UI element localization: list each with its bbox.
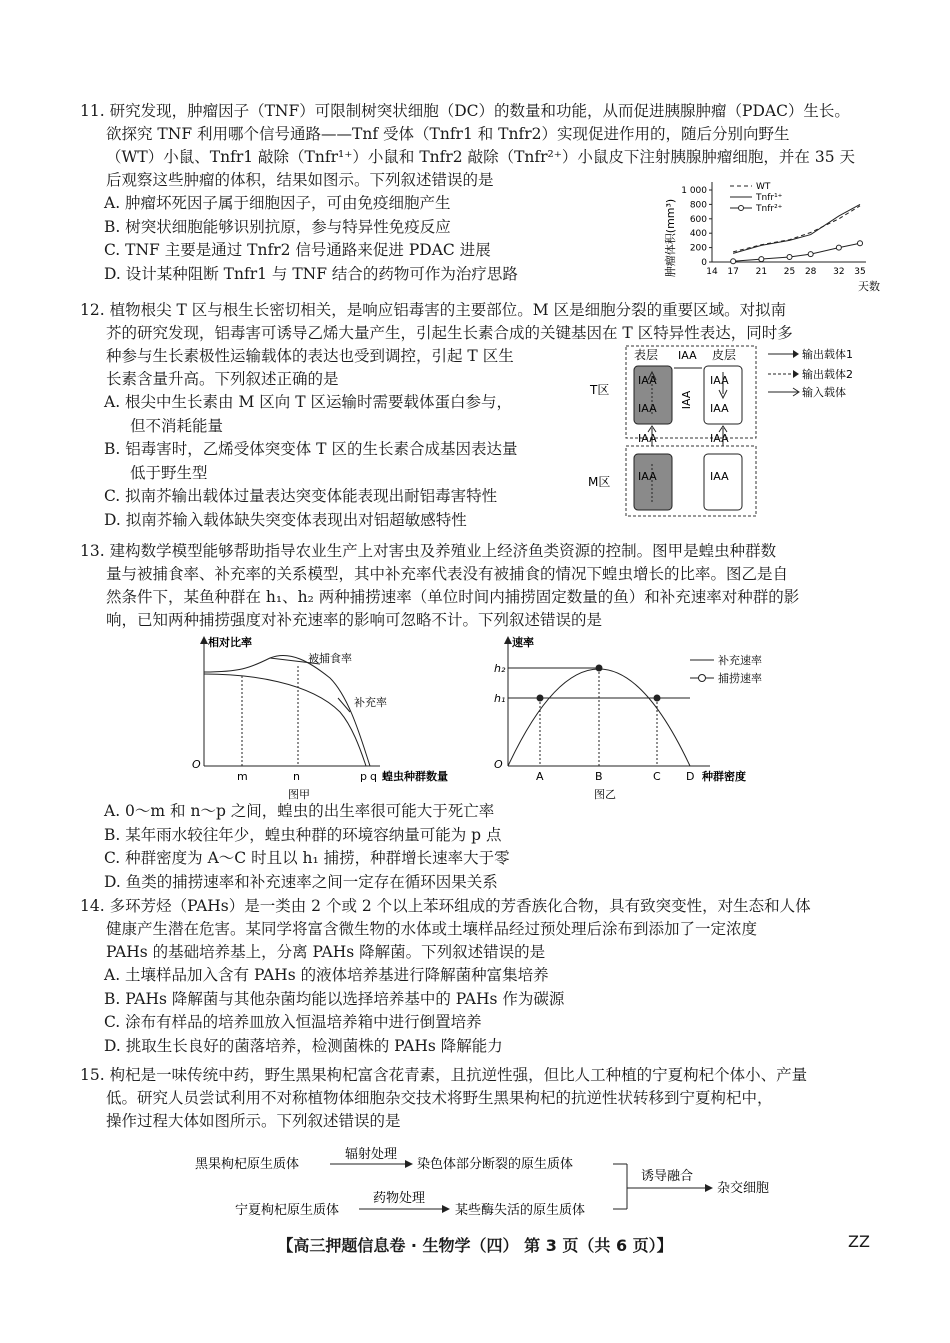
q12-option-a[interactable]: A. 根尖中生长素由 M 区向 T 区运输时需要载体蛋白参与， bbox=[104, 393, 512, 411]
fig11-xtick-label: 25 bbox=[783, 267, 796, 277]
fig11-xlabel: 天数 bbox=[858, 280, 880, 293]
fig13b-h2: h₂ bbox=[494, 662, 506, 675]
q11-line-1: 11. 研究发现，肿瘤因子（TNF）可限制树突状细胞（DC）的数量和功能，从而促进胰腺肿瘤（PDAC）生长。 bbox=[80, 102, 850, 120]
flow-source-2: 宁夏枸杞原生质体 bbox=[235, 1203, 340, 1218]
q12-line-4: 长素含量升高。下列叙述正确的是 bbox=[106, 370, 339, 388]
q13-option-d[interactable]: D. 鱼类的捕捞速率和补充速率之间一定存在循环因果关系 bbox=[104, 872, 498, 891]
fig13a-xlabel: 蝗虫种群数量 bbox=[382, 770, 448, 783]
cortex-label: 表层 bbox=[634, 348, 659, 362]
flow-source-1: 黑果枸杞原生质体 bbox=[195, 1157, 300, 1172]
legend-output-2: 输出载体2 bbox=[802, 368, 853, 381]
fig13b-origin: O bbox=[494, 758, 503, 771]
question-13-options bbox=[80, 800, 880, 894]
iaa-t-left-2: IAA bbox=[638, 402, 657, 415]
iaa-between-left: IAA bbox=[638, 432, 657, 445]
root-auxin-diagram bbox=[586, 342, 876, 520]
q15-line-1: 15. 枸杞是一味传统中药，野生黑果枸杞富含花青素，且抗逆性强，但比人工种植的宁夏枸杞个体小、产量 bbox=[80, 1066, 808, 1084]
iaa-middle-vertical: IAA bbox=[680, 390, 693, 410]
iaa-t-right-2: IAA bbox=[710, 402, 729, 415]
fig13a-tick-n: n bbox=[293, 770, 300, 783]
iaa-m-left: IAA bbox=[638, 470, 657, 483]
fig13a-caption: 图甲 bbox=[288, 788, 310, 800]
fig11-xtick-label: 35 bbox=[854, 267, 866, 277]
t-zone-label: T区 bbox=[590, 383, 610, 397]
q14-option-b[interactable]: B. PAHs 降解菌与其他杂菌均能以选择培养基中的 PAHs 作为碳源 bbox=[104, 989, 565, 1008]
fig11-series-point bbox=[787, 254, 792, 259]
iaa-m-right: IAA bbox=[710, 470, 729, 483]
fig11-series-point bbox=[759, 257, 764, 262]
fig13b-tick-c: C bbox=[653, 770, 661, 783]
q13-line-2: 量与被捕食率、补充率的关系模型，其中补充率代表没有被捕食的情况下蝗虫增长的比率。图乙是自 bbox=[106, 565, 789, 583]
q13-option-c[interactable]: C. 种群密度为 A～C 时且以 h₁ 捕捞，种群增长速率大于零 bbox=[104, 849, 510, 867]
hybrid-flow-diagram bbox=[195, 1138, 795, 1222]
fig13a-ylabel: 相对比率 bbox=[208, 636, 252, 649]
tumor-volume-chart bbox=[660, 178, 880, 296]
fig11-xtick-label: 17 bbox=[727, 267, 739, 277]
q14-line-2: 健康产生潜在危害。某同学将富含微生物的水体或土壤样品经过预处理后涂布到添加了一定浓度 bbox=[106, 920, 758, 938]
q15-line-3: 操作过程大体如图所示。下列叙述错误的是 bbox=[106, 1112, 401, 1130]
q12-option-b[interactable]: B. 铝毒害时，乙烯受体突变体 T 区的生长素合成基因表达量 bbox=[104, 440, 518, 458]
fig11-series-point bbox=[731, 259, 736, 264]
fig11-legend-label-1: Tnfr¹⁺ bbox=[756, 193, 783, 203]
figure-13-a bbox=[190, 632, 470, 800]
fig11-legend-label-2: Tnfr²⁺ bbox=[756, 204, 783, 214]
q11-line-4: 后观察这些肿瘤的体积，结果如图示。下列叙述错误的是 bbox=[106, 171, 494, 189]
fig13b-caption: 图乙 bbox=[594, 788, 616, 800]
flow-treatment-1: 辐射处理 bbox=[345, 1147, 398, 1162]
legend-input: 输入载体 bbox=[802, 386, 846, 399]
fig13b-tick-d: D bbox=[686, 770, 695, 783]
fig11-legend-label-0: WT bbox=[756, 182, 771, 192]
q13-option-b[interactable]: B. 某年雨水较往年少，蝗虫种群的环境容纳量可能为 p 点 bbox=[104, 825, 502, 844]
fig13a-tick-m: m bbox=[237, 770, 248, 783]
fig13a-tick-p: p bbox=[360, 770, 367, 783]
q11-option-c[interactable]: C. TNF 主要是通过 Tnfr2 信号通路来促进 PDAC 进展 bbox=[104, 241, 491, 259]
fig13b-tick-a: A bbox=[536, 770, 544, 783]
paper-code: ZZ bbox=[848, 1232, 870, 1251]
figure-13-b bbox=[490, 632, 790, 800]
fig11-xtick-label: 21 bbox=[755, 267, 768, 277]
q13-option-a[interactable]: A. 0～m 和 n～p 之间，蝗虫的出生率很可能大于死亡率 bbox=[104, 802, 495, 820]
q11-option-d[interactable]: D. 设计某种阻断 Tnfr1 与 TNF 结合的药物可作为治疗思路 bbox=[104, 264, 518, 283]
flow-treatment-2: 药物处理 bbox=[373, 1191, 426, 1206]
question-13 bbox=[80, 540, 880, 632]
fig13a-tick-q: q bbox=[370, 770, 377, 783]
q13-line-3: 然条件下，某鱼种群在 h₁、h₂ 两种捕捞速率（单位时间内捕捞固定数量的鱼）和补充速率对种群的影 bbox=[106, 588, 800, 606]
m-zone-label: M区 bbox=[588, 475, 611, 489]
fig11-ytick-label: 800 bbox=[689, 200, 707, 211]
q14-option-d[interactable]: D. 挑取生长良好的菌落培养，检测菌株的 PAHs 降解能力 bbox=[104, 1036, 503, 1055]
fig11-series-point bbox=[858, 241, 863, 246]
iaa-between-right: IAA bbox=[710, 432, 729, 445]
fig11-ylabel: 肿瘤体积(mm³) bbox=[664, 198, 677, 278]
fig13b-tick-b: B bbox=[595, 770, 603, 783]
fig11-xtick-label: 14 bbox=[706, 267, 718, 277]
fig11-legend bbox=[730, 182, 783, 214]
fig11-ytick-label: 200 bbox=[689, 243, 707, 254]
flow-result-2: 某些酶失活的原生质体 bbox=[455, 1203, 586, 1218]
fig11-series-point bbox=[808, 252, 813, 257]
q15-line-2: 低。研究人员尝试利用不对称植物体细胞杂交技术将野生黑果枸杞的抗逆性状转移到宁夏枸杞中， bbox=[106, 1089, 773, 1107]
fig11-xtick-label: 32 bbox=[833, 267, 845, 277]
fig11-ytick-label: 1 000 bbox=[681, 186, 707, 196]
predation-rate-curve bbox=[204, 655, 370, 766]
q12-option-a-cont[interactable]: 但不消耗能量 bbox=[130, 416, 224, 435]
fig11-series-line-0 bbox=[733, 206, 860, 252]
legend-output-1: 输出载体1 bbox=[802, 348, 853, 361]
fig11-ytick-label: 600 bbox=[689, 214, 707, 225]
iaa-t-left-1: IAA bbox=[638, 374, 657, 387]
epidermis-label: 皮层 bbox=[712, 348, 737, 362]
fig13b-xlabel: 种群密度 bbox=[702, 770, 746, 783]
iaa-t-right-1: IAA bbox=[710, 374, 729, 387]
q12-line-1: 12. 植物根尖 T 区与根生长密切相关，是响应铝毒害的主要部位。M 区是细胞分裂的重要区域。对拟南 bbox=[80, 301, 787, 319]
fig13a-origin: O bbox=[192, 758, 201, 771]
q11-line-3: （WT）小鼠、Tnfr1 敲除（Tnfr¹⁺）小鼠和 Tnfr2 敲除（Tnfr²⁺）小鼠皮下注射胰腺肿瘤细胞，并在 35 天 bbox=[106, 148, 856, 166]
q12-line-2: 芥的研究发现，铝毒害可诱导乙烯大量产生，引起生长素合成的关键基因在 T 区特异性表达，同时多 bbox=[106, 324, 793, 342]
q13-line-4: 响，已知两种捕捞强度对补充速率的影响可忽略不计。下列叙述错误的是 bbox=[106, 611, 603, 629]
q12-line-3: 种参与生长素极性运输载体的表达也受到调控，引起 T 区生 bbox=[106, 347, 514, 365]
q12-option-c[interactable]: C. 拟南芥输出载体过量表达突变体能表现出耐铝毒害特性 bbox=[104, 487, 498, 505]
q14-line-3: PAHs 的基础培养基上，分离 PAHs 降解菌。下列叙述错误的是 bbox=[106, 943, 546, 961]
fig11-legend-marker bbox=[739, 206, 744, 211]
fig13b-legend-supplement: 补充速率 bbox=[718, 654, 762, 667]
q11-line-2: 欲探究 TNF 利用哪个信号通路——Tnf 受体（Tnfr1 和 Tnfr2）实现促进作用的，随后分别向野生 bbox=[106, 125, 790, 143]
question-15 bbox=[80, 1064, 880, 1133]
q11-option-b[interactable]: B. 树突状细胞能够识别抗原，参与特异性免疫反应 bbox=[104, 217, 451, 236]
fig11-ytick-label: 400 bbox=[689, 229, 707, 240]
q12-option-d[interactable]: D. 拟南芥输入载体缺失突变体表现出对铝超敏感特性 bbox=[104, 510, 467, 529]
q11-option-a[interactable]: A. 肿瘤坏死因子属于细胞因子，可由免疫细胞产生 bbox=[104, 194, 451, 212]
flow-result-1: 染色体部分断裂的原生质体 bbox=[417, 1157, 574, 1172]
question-14 bbox=[80, 895, 880, 1058]
fig13b-legend-harvest: 捕捞速率 bbox=[718, 672, 762, 685]
iaa-top-label: IAA bbox=[678, 349, 697, 362]
flow-hybrid-cell: 杂交细胞 bbox=[717, 1181, 770, 1196]
q14-option-a[interactable]: A. 土壤样品加入含有 PAHs 的液体培养基进行降解菌种富集培养 bbox=[104, 966, 549, 984]
supplement-rate-curve bbox=[204, 674, 366, 766]
fig11-xtick-label: 28 bbox=[804, 267, 817, 277]
q13-line-1: 13. 建构数学模型能够帮助指导农业生产上对害虫及养殖业上经济鱼类资源的控制。图甲是蝗虫种群数 bbox=[80, 542, 777, 560]
q14-option-c[interactable]: C. 涂布有样品的培养皿放入恒温培养箱中进行倒置培养 bbox=[104, 1013, 482, 1031]
fig13b-h1: h₁ bbox=[494, 692, 506, 705]
q12-option-b-cont[interactable]: 低于野生型 bbox=[130, 463, 208, 482]
fig13a-curve1-label: 被捕食率 bbox=[308, 652, 352, 665]
q14-line-1: 14. 多环芳烃（PAHs）是一类由 2 个或 2 个以上苯环组成的芳香族化合物，具有致突变性，对生态和人体 bbox=[80, 897, 811, 915]
fig11-series-point bbox=[836, 245, 841, 250]
fig13a-curve2-label: 补充率 bbox=[354, 696, 387, 709]
page-footer: 【高三押题信息卷 · 生物学（四） 第 3 页（共 6 页）】 bbox=[277, 1236, 673, 1255]
flow-fusion: 诱导融合 bbox=[641, 1169, 694, 1184]
fig13b-ylabel: 速率 bbox=[512, 636, 534, 649]
fig11-ytick-label: 0 bbox=[701, 258, 707, 268]
